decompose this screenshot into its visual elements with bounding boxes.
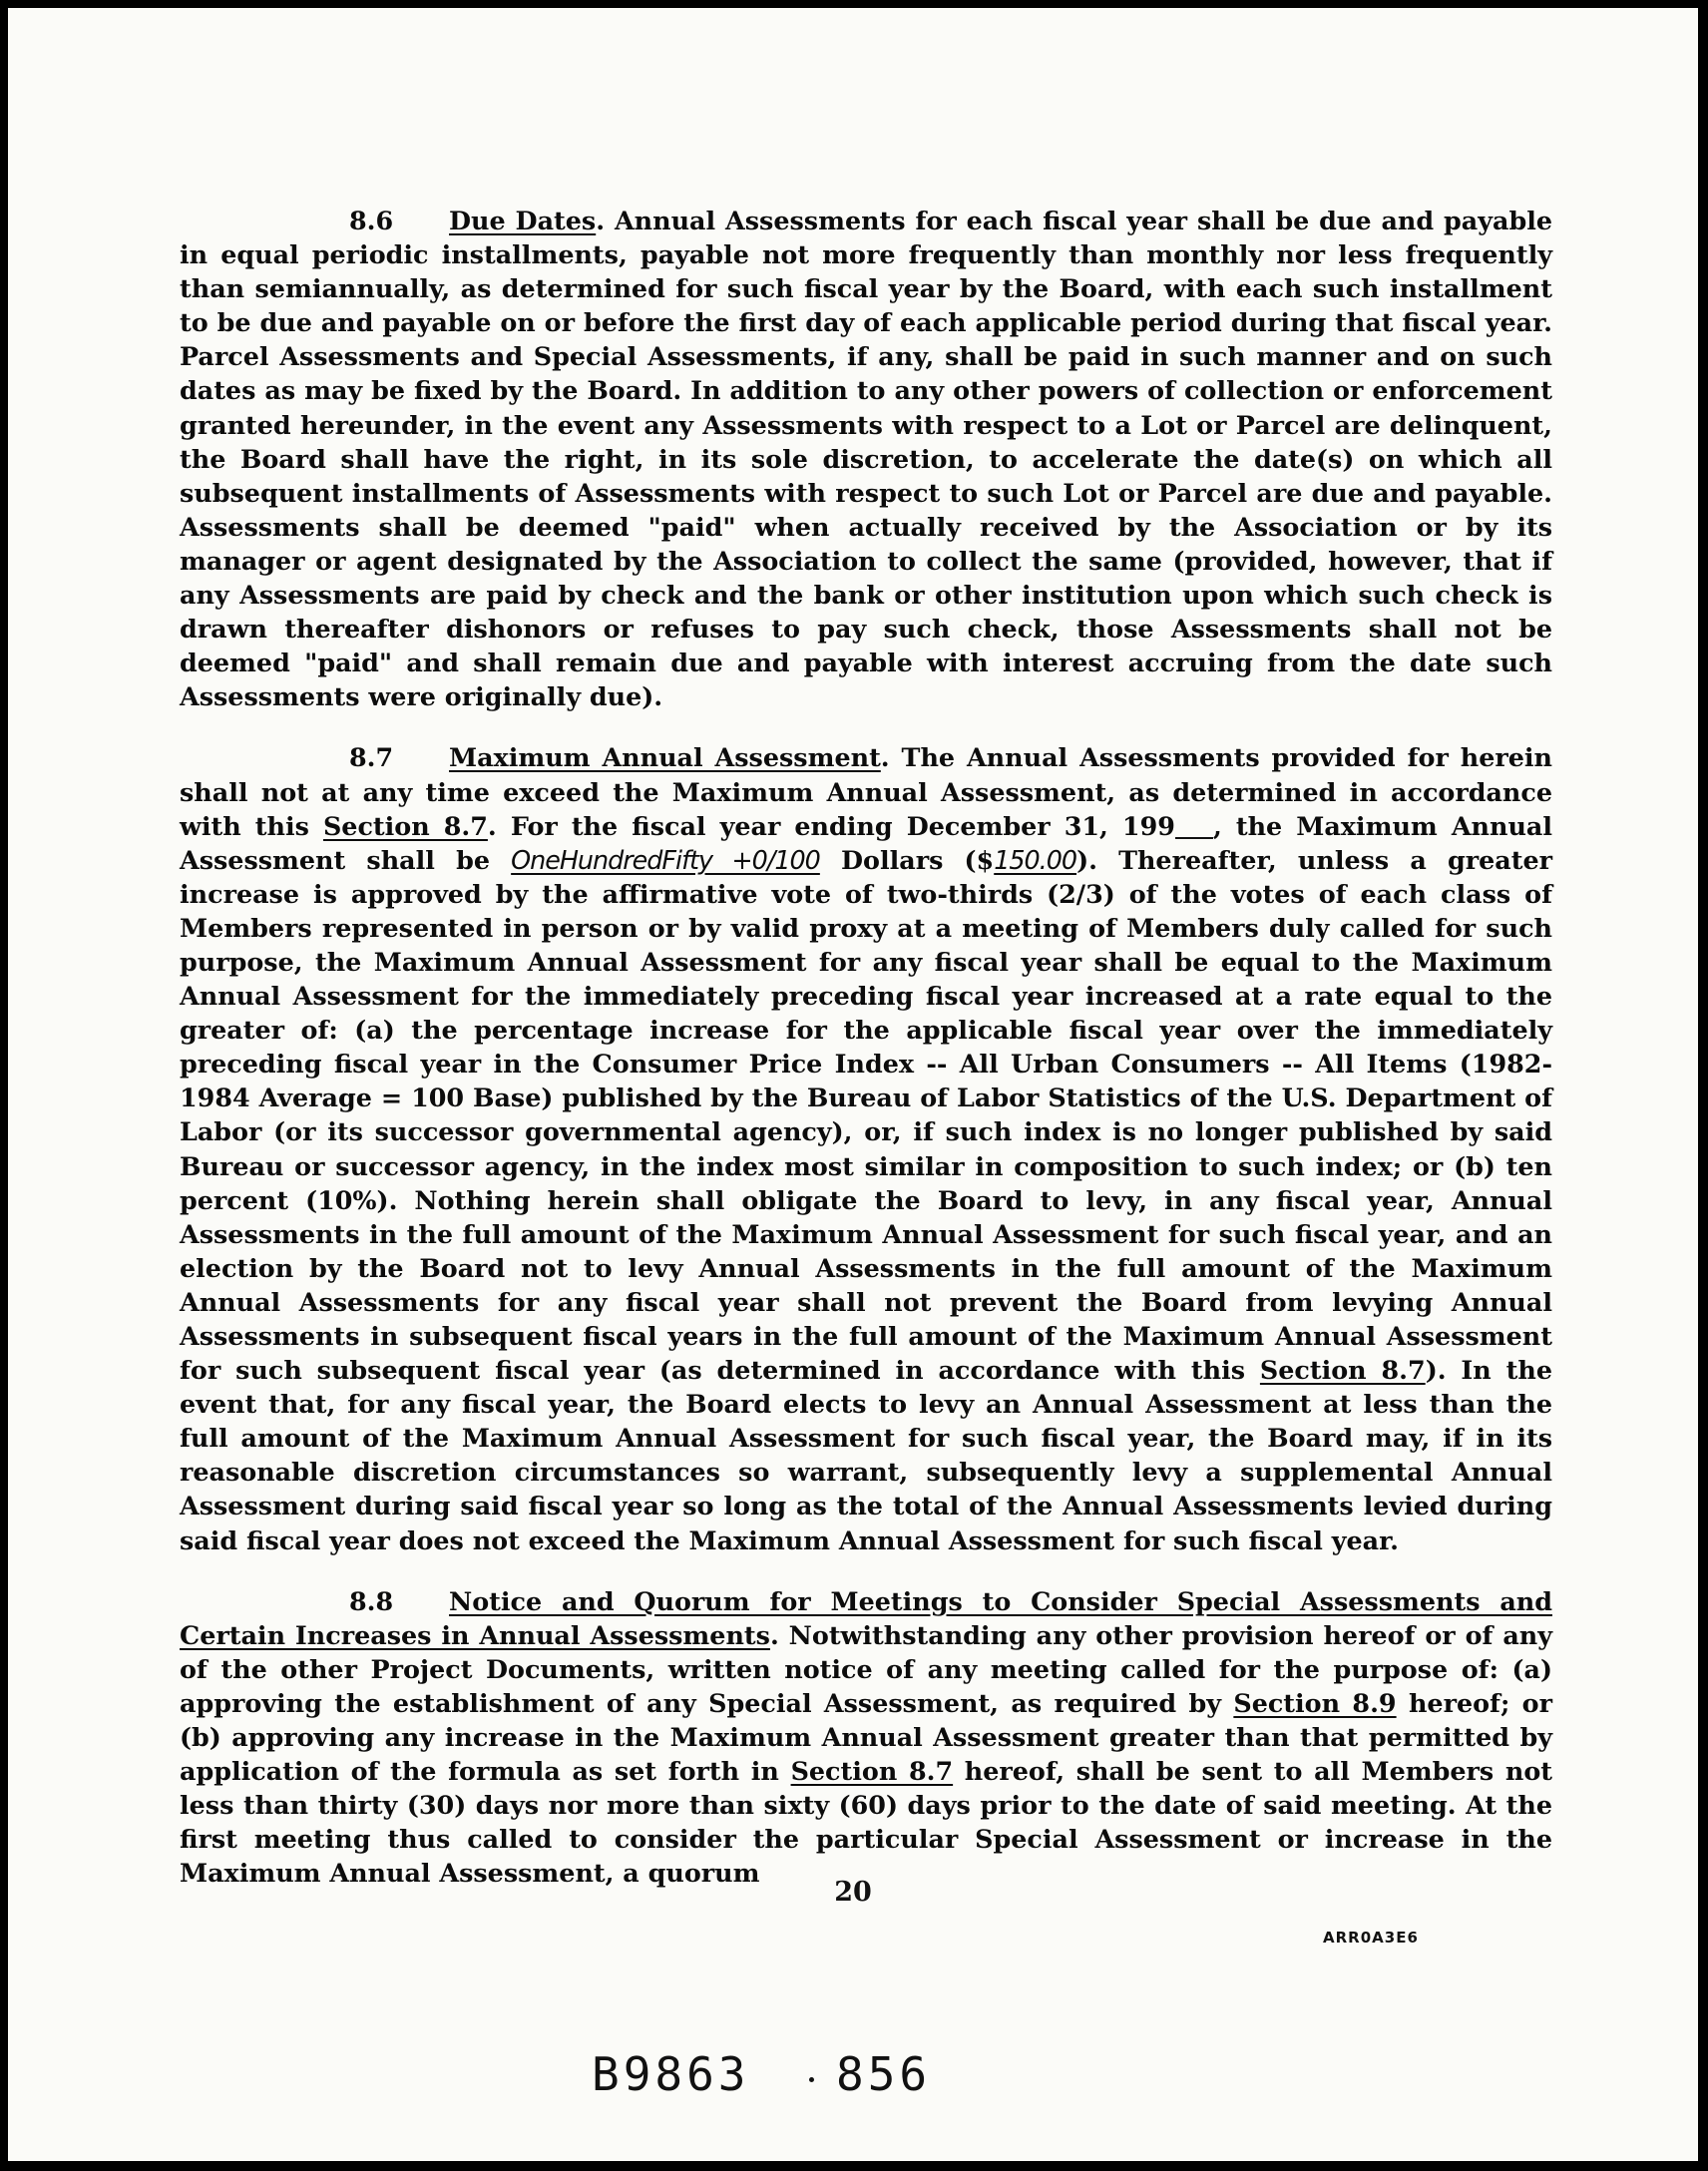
section-8-7 bbox=[180, 740, 1552, 1556]
section-reference: Section 8.7 bbox=[790, 1756, 954, 1787]
handwritten-amount-words: OneHundredFifty +0/100 bbox=[511, 844, 820, 875]
stamp-separator bbox=[809, 2077, 814, 2082]
section-text: hereof; or (b) approving any increase in the Maximum Annual Assessment greater than that permitted by application of the formula as set forth in bbox=[180, 1687, 1552, 1787]
section-text: , the Maximum Annual Assessment shall be bbox=[180, 810, 1553, 875]
section-text: . For the fiscal year ending December 31, 199 bbox=[487, 810, 1175, 841]
section-8-6 bbox=[180, 204, 1552, 713]
section-text: ). Thereafter, unless a greater increase is approved by the affirmative vote of two-thirds (2/3) of the votes of each class of Members represented in person or by valid proxy at a meeting of Members duly called for such purpose, the Maximum Annual Assessment for any fiscal year shall be equal to the Maximum Annual Assessment for the immediately preceding fiscal year increased at a rate equal to the greater of: (a) the percentage increase for the applicable fiscal year over the immediately preceding fiscal year in the Consumer Price Index -- All Urban Consumers -- All Items (1982-1984 Average = 100 Base) published by the Bureau of Labor Statistics of the U.S. Department of Labor (or its successor governmental agency), or, if such index is no longer published by said Bureau or successor agency, in the index most similar in composition to such index; or (b) ten percent (10%). Nothing herein shall obligate the Board to levy, in any fiscal year, Annual Assessments in the full amount of the Maximum Annual Assessment for such fiscal year, and an election by the Board not to levy Annual Assessments in the full amount of the Maximum Annual Assessments for any fiscal year shall not prevent the Board from levying Annual Assessments in subsequent fiscal years in the full amount of the Maximum Annual Assessment for such subsequent fiscal year (as determined in accordance with this bbox=[180, 844, 1552, 1386]
section-reference: Section 8.7 bbox=[1259, 1355, 1426, 1386]
recording-stamp-page: 856 bbox=[836, 2047, 932, 2101]
document-id: ARR0A3E6 bbox=[1323, 1929, 1419, 1947]
section-reference: Section 8.7 bbox=[322, 810, 488, 841]
section-8-8 bbox=[180, 1584, 1552, 1891]
section-text: Dollars ($ bbox=[819, 844, 995, 875]
section-text: hereof, shall be sent to all Members not less than thirty (30) days nor more than sixty (60) days prior to the date of said meeting. At the first meeting thus called to consider the particular Special Assessment or increase in the Maximum Annual Assessment, a quorum bbox=[180, 1756, 1552, 1889]
section-heading: Notice and Quorum for Meetings to Consider Special Assessments and Certain Increases in Annual Assessments bbox=[180, 1585, 1552, 1650]
recording-stamp-book: B9863 bbox=[592, 2047, 750, 2101]
section-number: 8.7 bbox=[349, 742, 394, 773]
section-text: ). In the event that, for any fiscal year, the Board elects to levy an Annual Assessment at less than the full amount of the Maximum Annual Assessment for such fiscal year, the Board may, if in its reasonable discretion circumstances so warrant, subsequently levy a supplemental Annual Assessment during said fiscal year so long as the total of the Annual Assessments levied during said fiscal year does not exceed the Maximum Annual Assessment for such fiscal year. bbox=[180, 1355, 1552, 1555]
section-heading: Maximum Annual Assessment bbox=[449, 742, 881, 773]
page-number: 20 bbox=[834, 1877, 872, 1908]
section-reference: Section 8.9 bbox=[1233, 1687, 1397, 1718]
section-text: . Notwithstanding any other provision hereof or of any of the other Project Documents, written notice of any meeting called for the purpose of: (a) approving the establishment of any Special Assessment, as required by bbox=[180, 1619, 1552, 1718]
section-text: . The Annual Assessments provided for herein shall not at any time exceed the Maximum Annual Assessment, as determined in accordance with this bbox=[180, 742, 1552, 841]
body-text bbox=[180, 204, 1552, 1891]
section-text: . Annual Assessments for each fiscal year shall be due and payable in equal periodic installments, payable not more frequently than monthly nor less frequently than semiannually, as determined for such fiscal year by the Board, with each such installment to be due and payable on or before the first day of each applicable period during that fiscal year. Parcel Assessments and Special Assessments, if any, shall be paid in such manner and on such dates as may be fixed by the Board. In addition to any other powers of collection or enforcement granted hereunder, in the event any Assessments with respect to a Lot or Parcel are delinquent, the Board shall have the right, in its sole discretion, to accelerate the date(s) on which all subsequent installments of Assessments with respect to such Lot or Parcel are due and payable. Assessments shall be deemed "paid" when actually received by the Association or by its manager or agent designated by the Association to collect the same (provided, however, that if any Assessments are paid by check and the bank or other institution upon which such check is drawn thereafter dishonors or refuses to pay such check, those Assessments shall not be deemed "paid" and shall remain due and payable with interest accruing from the date such Assessments were originally due). bbox=[180, 206, 1552, 712]
section-number: 8.6 bbox=[349, 206, 394, 235]
document-page bbox=[8, 8, 1698, 2161]
section-number: 8.8 bbox=[349, 1585, 394, 1616]
handwritten-amount: 150.00 bbox=[994, 844, 1077, 875]
year-blank bbox=[1175, 811, 1213, 838]
section-heading: Due Dates bbox=[449, 206, 597, 235]
